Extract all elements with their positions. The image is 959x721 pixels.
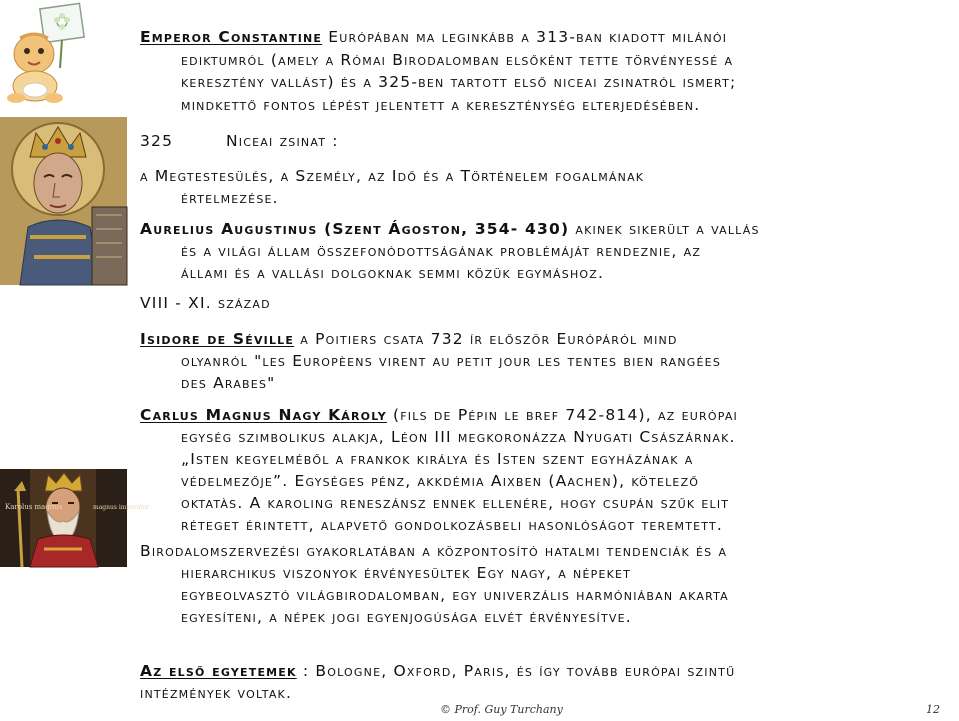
charlemagne-paragraph-line2: egység szimbolikus alakja, Léon III megkoronázza Nyugati Császárnak.	[181, 428, 736, 446]
nicaea-year: 325	[140, 132, 174, 150]
isidore-paragraph-line3: des Arabes"	[181, 374, 276, 392]
baby-mascot-image	[2, 2, 90, 106]
charlemagne-paragraph-line4: védelmezője”. Egységes pénz, akkdémia Aixben (Aachen), kötelező	[181, 472, 700, 490]
charlemagne-name: Carlus Magnus Nagy Károly	[140, 406, 387, 424]
empire-paragraph-line3: egybeolvasztó világbirodalomban, egy univerzális harmóniában akarta	[181, 586, 729, 604]
charlemagne-caption-right: magnus imperator	[93, 504, 150, 511]
charlemagne-paragraph-line6: réteget érintett, alapvető gondolkozásbeli hasonlóságot teremtett.	[181, 516, 724, 534]
footer-page-number: 12	[926, 703, 940, 716]
constantine-name: Emperor Constantine	[140, 28, 323, 46]
universities-paragraph-line1: Az első egyetemek : Bologne, Oxford, Paris, és így tovább európai szintű	[140, 662, 736, 680]
constantine-paragraph-line2: ediktumról (amely a Római Birodalomban elsőként tette törvényessé a	[181, 51, 734, 69]
charlemagne-painting-image	[0, 469, 150, 567]
constantine-paragraph-line4: mindkettő fontos lépést jelentett a kereszténység elterjedésében.	[181, 96, 701, 114]
charlemagne-caption-left: Karolus magnus	[5, 503, 63, 511]
footer-author: © Prof. Guy Turchany	[440, 703, 563, 716]
century-heading: VIII - XI. század	[140, 294, 271, 312]
constantine-paragraph-line3: keresztény vallást) és a 325-ben tartott első niceai zsinatról ismert;	[181, 73, 737, 91]
isidore-paragraph-line1: Isidore de Séville a Poitiers csata 732 ír először Európáról mind	[140, 330, 678, 348]
augustinus-paragraph-line3: állami és a vallási dolgoknak semmi közük egymáshoz.	[181, 264, 605, 282]
constantine-mosaic-image	[0, 117, 127, 285]
universities-paragraph-line2: intézmények voltak.	[140, 684, 293, 702]
nicaea-topics-line1: a Megtestesülés, a Személy, az Idő és a Történelem fogalmának	[140, 167, 645, 185]
charlemagne-paragraph-line1: Carlus Magnus Nagy Károly (fils de Pépin le bref 742-814), az európai	[140, 406, 739, 424]
isidore-paragraph-line2: olyanról "les Europèens virent au petit jour les tentes bien rangées	[181, 352, 722, 370]
isidore-name: Isidore de Séville	[140, 330, 295, 348]
charlemagne-paragraph-line3: „Isten kegyelméből a frankok királya és Isten szent egyházának a	[181, 450, 694, 468]
augustinus-paragraph-line2: és a világi állam összefonódottságának problémáját rendeznie, az	[181, 242, 702, 260]
empire-paragraph-line2: hierarchikus viszonyok érvényesültek Egy nagy, a népeket	[181, 564, 632, 582]
nicaea-topics-line2: értelmezése.	[181, 189, 279, 207]
nicaea-title: Niceai zsinat :	[226, 132, 339, 150]
empire-paragraph-line1: Birodalomszervezési gyakorlatában a központosító hatalmi tendenciák és a	[140, 542, 728, 560]
empire-paragraph-line4: egyesíteni, a népek jogi egyenjogúsága elvét érvényesítve.	[181, 608, 632, 626]
augustinus-paragraph-line1: Aurelius Augustinus (Szent Ágoston, 354- 430) akinek sikerült a vallás	[140, 220, 760, 238]
universities-heading: Az első egyetemek	[140, 662, 297, 680]
constantine-paragraph-line1: Emperor Constantine Európában ma leginkább a 313-ban kiadott milánói	[140, 28, 728, 46]
augustinus-name: Aurelius Augustinus (Szent Ágoston, 354- 430)	[140, 220, 570, 238]
charlemagne-paragraph-line5: oktatàs. A karoling reneszánsz ennek ellenére, hogy csupán szűk elit	[181, 494, 730, 512]
